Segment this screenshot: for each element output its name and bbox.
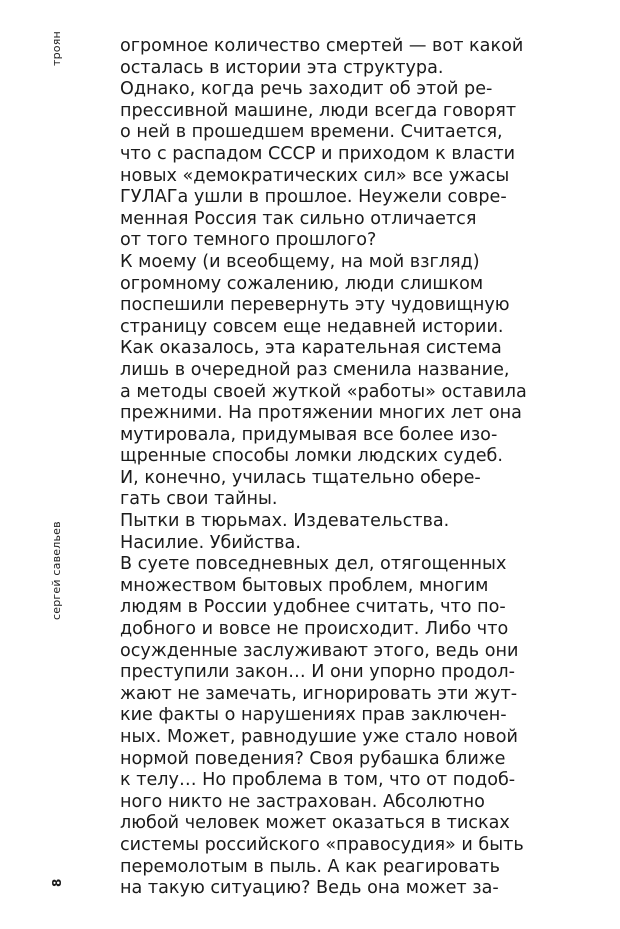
text-line: любой человек может оказаться в тисках	[120, 813, 510, 834]
text-line: системы российского «правосудия» и быть	[120, 834, 524, 855]
text-line: а методы своей жуткой «работы» оставила	[120, 381, 527, 402]
text-line: к телу… Но проблема в том, что от подоб-	[120, 770, 516, 791]
text-line: прежними. На протяжении многих лет она	[120, 403, 522, 424]
text-line: новых «демократических сил» все ужасы	[120, 165, 510, 186]
text-line: ных. Может, равнодушие уже стало новой	[120, 727, 518, 747]
text-line: страницу совсем еще недавней истории.	[120, 316, 504, 337]
text-line: добного и вовсе не происходит. Либо что	[120, 619, 509, 640]
text-line: И, конечно, училась тщательно обере-	[120, 467, 481, 488]
text-line: огромное количество смертей — вот какой	[120, 36, 524, 56]
text-line: К моему (и всеобщему, на мой взгляд)	[120, 251, 480, 272]
text-line: Однако, когда речь заходит об этой ре-	[120, 79, 493, 100]
text-line: нормой поведения? Своя рубашка ближе	[120, 748, 506, 769]
text-line: Насилие. Убийства.	[120, 532, 301, 553]
text-line: ГУЛАГа ушли в прошлое. Неужели совре-	[120, 187, 507, 208]
body-text	[120, 36, 610, 900]
text-line: щренные способы ломки людских судеб.	[120, 446, 503, 467]
text-line: что с распадом СССР и приходом к власти	[120, 143, 516, 164]
page-number: 8	[50, 878, 64, 887]
text-line: преступили закон… И они упорно продол-	[120, 662, 515, 683]
text-line: кие факты о нарушениях прав заключен-	[120, 705, 507, 726]
text-line: прессивной машине, люди всегда говорят	[120, 100, 517, 121]
text-line: мутировала, придумывая все более изо-	[120, 424, 498, 445]
text-line: ного никто не застрахован. Абсолютно	[120, 791, 485, 812]
running-head-title: троян	[50, 31, 63, 66]
text-line: лишь в очередной раз сменила название,	[120, 359, 510, 380]
text-line: перемолотым в пыль. А как реагировать	[120, 856, 500, 877]
text-line: от того темного прошлого?	[120, 230, 377, 251]
text-line: гать свои тайны.	[120, 489, 278, 510]
page-margin	[0, 0, 80, 929]
text-line: людям в России удобнее считать, что по-	[120, 597, 506, 618]
running-head-author: сергей савельев	[50, 521, 63, 620]
text-line: менная Россия так сильно отличается	[120, 208, 477, 229]
text-line: жают не замечать, игнорировать эти жут-	[120, 683, 518, 704]
text-line: В суете повседневных дел, отягощенных	[120, 554, 507, 575]
text-line: осталась в истории эта структура.	[120, 57, 444, 78]
text-line: осужденные заслуживают этого, ведь они	[120, 640, 519, 661]
text-line: огромному сожалению, люди слишком	[120, 273, 484, 294]
text-line: поспешили перевернуть эту чудовищную	[120, 295, 510, 316]
text-line: множеством бытовых проблем, многим	[120, 575, 489, 596]
text-line: на такую ситуацию? Ведь она может за-	[120, 878, 499, 899]
text-line: о ней в прошедшем времени. Считается,	[120, 122, 503, 143]
text-line: Пытки в тюрьмах. Издевательства.	[120, 511, 450, 532]
text-line: Как оказалось, эта карательная система	[120, 338, 502, 359]
